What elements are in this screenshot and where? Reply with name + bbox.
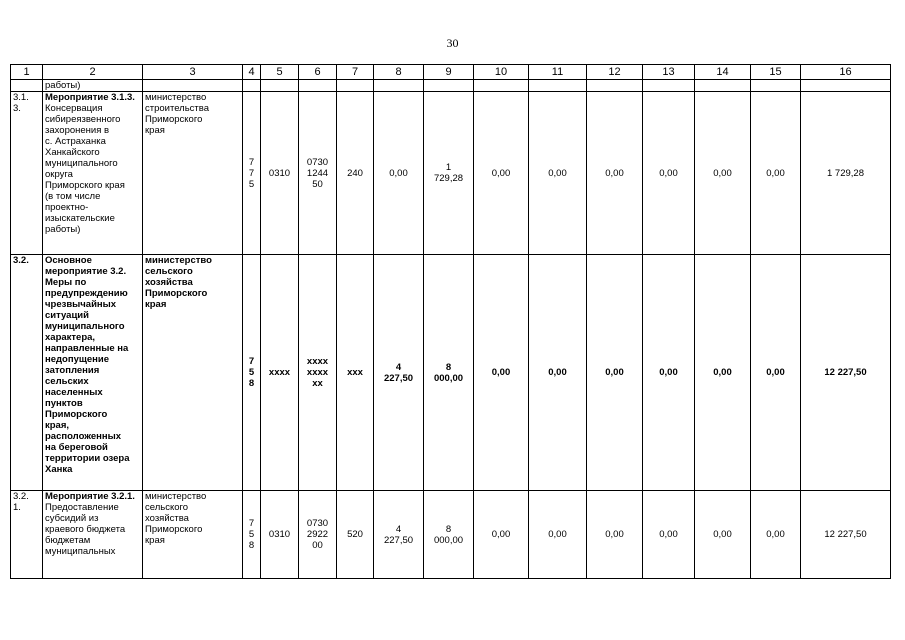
page-number: 30	[446, 36, 459, 50]
row-code: 3.2.	[13, 491, 29, 502]
header-cell: 2	[43, 65, 143, 80]
csr-line: хх	[312, 378, 323, 389]
amount-value: 0,00	[659, 167, 678, 179]
grbs-digit: 7	[248, 156, 255, 168]
csr-cell	[299, 92, 337, 255]
amount-cell	[643, 491, 695, 579]
row-code: 3.2.	[13, 255, 29, 266]
row-code: 1.	[13, 502, 21, 513]
event-description-line: направленные на	[45, 343, 129, 354]
executor-line: Приморского	[145, 114, 203, 125]
event-title: Мероприятие 3.1.3.	[45, 92, 135, 103]
amount-cell	[801, 255, 891, 491]
row-code: 3.	[13, 103, 21, 114]
event-description-line: Предоставление	[45, 502, 119, 513]
amount-cell	[751, 255, 801, 491]
header-cell: 11	[529, 65, 587, 80]
event-description-line: Приморского края	[45, 180, 125, 191]
amount-cell	[474, 255, 529, 491]
executor-line: Приморского	[145, 288, 208, 299]
grbs-digit: 8	[248, 378, 255, 389]
amount-line: 000,00	[433, 372, 464, 384]
grbs-cell	[243, 491, 261, 579]
amount-value: 0,00	[605, 167, 624, 179]
event-description-line: бюджетам	[45, 535, 91, 546]
amount-cell	[695, 92, 751, 255]
amount-value: 0,00	[713, 367, 732, 378]
executor-line: края	[145, 125, 165, 136]
amount-value: 0,00	[491, 367, 511, 378]
event-description-line: ситуаций	[45, 310, 89, 321]
amount-line: 227,50	[383, 372, 414, 384]
amount-value: 0,00	[766, 367, 785, 378]
amount-cell	[587, 491, 643, 579]
amount-value: 0,00	[659, 529, 678, 540]
executor-cell	[143, 255, 243, 491]
event-description-line: сельских	[45, 376, 89, 387]
amount-line: 4	[395, 523, 402, 535]
executor-line: хозяйства	[145, 513, 189, 524]
amount-cell	[801, 491, 891, 579]
amount-cell	[424, 491, 474, 579]
amount-cell	[374, 255, 424, 491]
amount-value: 0,00	[548, 529, 567, 540]
event-description-line: (в том числе	[45, 191, 101, 202]
amount-value: 0,00	[659, 367, 678, 378]
vr-value: ххх	[347, 367, 363, 378]
event-name-cell	[43, 92, 143, 255]
header-cell: 8	[374, 65, 424, 80]
event-description-line: Ханкайского	[45, 147, 100, 158]
amount-value: 0,00	[605, 367, 624, 378]
event-description-line: затопления	[45, 365, 100, 376]
amount-cell	[424, 255, 474, 491]
csr-line: 1244	[306, 167, 329, 179]
event-description-line: края,	[45, 420, 70, 431]
table-cell	[801, 80, 891, 92]
budget-table	[10, 64, 891, 579]
executor-line: Приморского	[145, 524, 203, 535]
amount-cell	[695, 255, 751, 491]
amount-cell	[424, 92, 474, 255]
table-row	[11, 92, 891, 255]
header-cell: 3	[143, 65, 243, 80]
amount-cell	[643, 92, 695, 255]
event-description-line: захоронения в	[45, 125, 110, 136]
table-cell	[143, 80, 243, 92]
amount-line: 8	[445, 361, 452, 373]
event-description-line: работы)	[45, 224, 81, 235]
amount-cell	[801, 92, 891, 255]
executor-line: края	[145, 535, 165, 546]
csr-line: 00	[312, 540, 323, 551]
event-description-line: Ханка	[45, 464, 73, 475]
amount-line: 1	[445, 162, 452, 173]
table-cell	[11, 80, 43, 92]
csr-line: хххх	[306, 356, 329, 367]
table-cell	[337, 80, 374, 92]
event-name-cell	[43, 491, 143, 579]
amount-value: 0,00	[548, 167, 567, 179]
table-cell	[299, 80, 337, 92]
amount-value: 12 227,50	[824, 367, 867, 378]
amount-line: 227,50	[383, 534, 414, 546]
amount-line: 8	[445, 523, 452, 535]
csr-line: 0730	[306, 518, 329, 529]
grbs-cell	[243, 255, 261, 491]
amount-value: 0,00	[713, 167, 732, 179]
header-cell: 7	[337, 65, 374, 80]
table-cell	[751, 80, 801, 92]
executor-line: сельского	[145, 502, 189, 513]
rzpr-cell	[261, 491, 299, 579]
event-description-line: изыскательские	[45, 213, 115, 224]
csr-line: 50	[312, 178, 323, 190]
table-row	[11, 491, 891, 579]
grbs-digit: 7	[248, 167, 255, 179]
event-description-line: сибиреязвенного	[45, 114, 121, 125]
amount-value: 1 729,28	[827, 167, 864, 179]
amount-cell	[374, 92, 424, 255]
continuation-text: работы)	[43, 80, 143, 92]
grbs-digit: 8	[248, 540, 255, 551]
amount-cell	[474, 92, 529, 255]
amount-value: 0,00	[491, 167, 511, 179]
amount-cell	[751, 92, 801, 255]
amount-cell	[587, 92, 643, 255]
executor-line: строительства	[145, 103, 210, 114]
executor-cell	[143, 92, 243, 255]
csr-line: 0730	[306, 156, 329, 168]
header-cell: 16	[801, 65, 891, 80]
rzpr-cell	[261, 255, 299, 491]
executor-line: края	[145, 299, 167, 310]
event-description-line: недопущение	[45, 354, 110, 365]
rzpr-cell	[261, 92, 299, 255]
header-cell: 9	[424, 65, 474, 80]
event-description-line: характера,	[45, 332, 96, 343]
header-cell: 14	[695, 65, 751, 80]
vr-value: 520	[347, 529, 363, 540]
rzpr-value: 0310	[268, 529, 291, 540]
header-cell: 10	[474, 65, 529, 80]
amount-line: 729,28	[433, 173, 464, 184]
header-cell: 12	[587, 65, 643, 80]
table-cell	[529, 80, 587, 92]
header-cell: 1	[11, 65, 43, 80]
row-code-cell	[11, 92, 43, 255]
table-cell	[261, 80, 299, 92]
executor-line: министерство	[145, 92, 207, 103]
row-code-cell	[11, 491, 43, 579]
row-code: 3.1.	[13, 92, 29, 103]
amount-value: 0,00	[713, 529, 732, 540]
event-description-line: на береговой	[45, 442, 108, 453]
row-code-cell	[11, 255, 43, 491]
vr-cell	[337, 255, 374, 491]
table-row	[11, 255, 891, 491]
amount-line: 0,00	[389, 167, 408, 179]
event-description-line: Меры по	[45, 277, 87, 288]
amount-value: 0,00	[548, 367, 567, 378]
event-title: Основное мероприятие 3.2.	[45, 255, 127, 277]
rzpr-value: хххх	[268, 367, 291, 378]
csr-line: 2922	[306, 529, 329, 540]
csr-cell	[299, 491, 337, 579]
amount-cell	[751, 491, 801, 579]
event-description-line: предупреждению	[45, 288, 128, 299]
table-cell	[474, 80, 529, 92]
event-name-cell	[43, 255, 143, 491]
grbs-digit: 5	[248, 178, 255, 190]
vr-value: 240	[347, 167, 363, 179]
amount-cell	[695, 491, 751, 579]
event-description-line: проектно-	[45, 202, 89, 213]
grbs-cell	[243, 92, 261, 255]
event-description-line: с. Астраханка	[45, 136, 106, 147]
executor-cell	[143, 491, 243, 579]
table-cell	[643, 80, 695, 92]
event-description-line: муниципального	[45, 158, 118, 169]
amount-cell	[374, 491, 424, 579]
header-cell: 4	[243, 65, 261, 80]
amount-value: 0,00	[766, 167, 785, 179]
event-description-line: субсидий из	[45, 513, 99, 524]
amount-value: 0,00	[605, 529, 624, 540]
table-cell	[243, 80, 261, 92]
amount-cell	[529, 255, 587, 491]
header-cell: 6	[299, 65, 337, 80]
amount-cell	[643, 255, 695, 491]
continuation-row	[11, 80, 891, 92]
vr-cell	[337, 491, 374, 579]
event-description-line: муниципальных	[45, 546, 116, 557]
vr-cell	[337, 92, 374, 255]
header-cell: 5	[261, 65, 299, 80]
header-row	[11, 65, 891, 80]
table-cell	[374, 80, 424, 92]
amount-line: 000,00	[433, 534, 464, 546]
csr-cell	[299, 255, 337, 491]
csr-line: хххх	[306, 367, 329, 378]
event-description-line: округа	[45, 169, 73, 180]
event-description-line: населенных	[45, 387, 103, 398]
amount-cell	[529, 491, 587, 579]
grbs-digit: 7	[248, 518, 255, 529]
event-description-line: Консервация	[45, 103, 103, 114]
amount-line: 4	[395, 361, 402, 373]
event-description-line: чрезвычайных	[45, 299, 117, 310]
executor-line: хозяйства	[145, 277, 193, 288]
header-cell: 13	[643, 65, 695, 80]
amount-value: 12 227,50	[824, 529, 867, 540]
grbs-digit: 5	[248, 529, 255, 540]
amount-value: 0,00	[491, 529, 511, 540]
event-description-line: краевого бюджета	[45, 524, 126, 535]
grbs-digit: 7	[248, 356, 255, 367]
event-description-line: территории озера	[45, 453, 130, 464]
table-cell	[695, 80, 751, 92]
rzpr-value: 0310	[268, 167, 291, 179]
event-description-line: муниципального	[45, 321, 125, 332]
header-cell: 15	[751, 65, 801, 80]
table-cell	[424, 80, 474, 92]
grbs-digit: 5	[248, 367, 255, 378]
event-description-line: пунктов	[45, 398, 83, 409]
amount-cell	[587, 255, 643, 491]
amount-cell	[529, 92, 587, 255]
executor-line: министерство	[145, 255, 212, 266]
amount-value: 0,00	[766, 529, 785, 540]
executor-line: сельского	[145, 266, 193, 277]
amount-cell	[474, 491, 529, 579]
event-description-line: Приморского	[45, 409, 108, 420]
table-cell	[587, 80, 643, 92]
event-title: Мероприятие 3.2.1.	[45, 491, 135, 502]
event-description-line: расположенных	[45, 431, 122, 442]
executor-line: министерство	[145, 491, 207, 502]
